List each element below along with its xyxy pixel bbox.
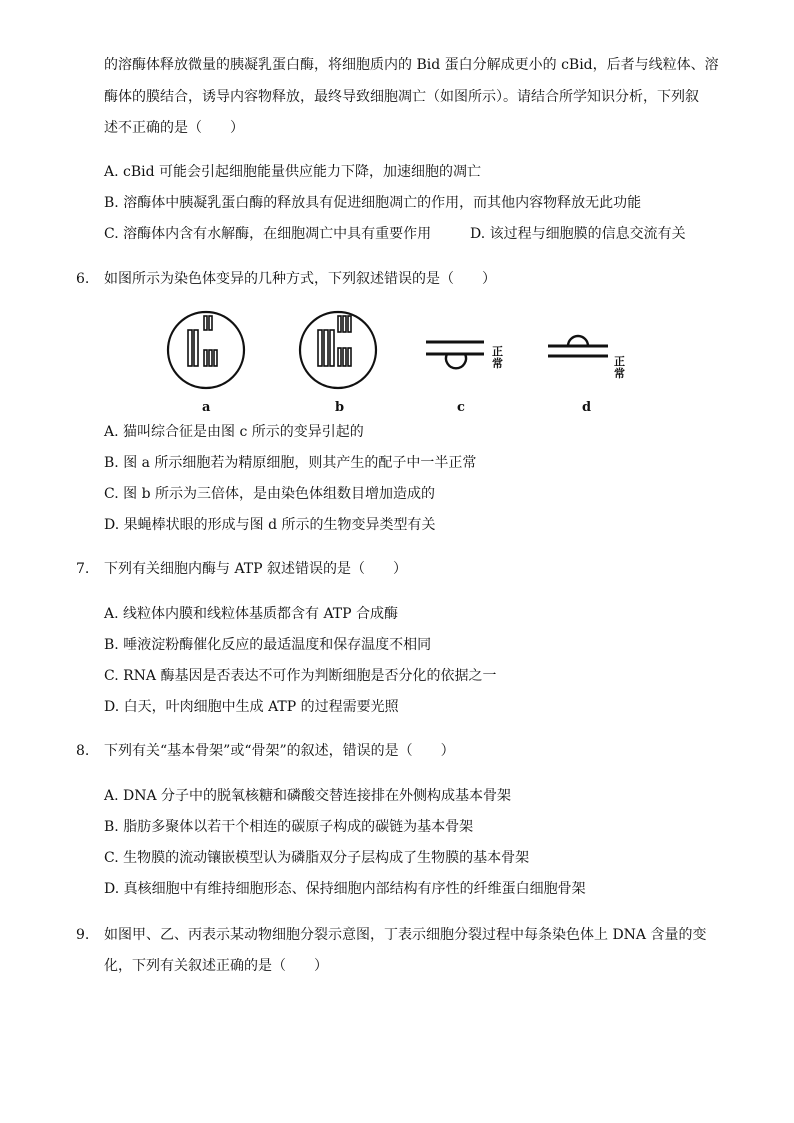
q6-option-b: B. 图 a 所示细胞若为精原细胞，则其产生的配子中一半正常 [104, 455, 477, 471]
figure-d-normal-text: 正常 [614, 355, 625, 380]
figure-label-c: c [457, 400, 465, 415]
q5-option-d: D. 该过程与细胞膜的信息交流有关 [470, 226, 686, 242]
q7-option-a: A. 线粒体内膜和线粒体基质都含有 ATP 合成酶 [104, 606, 399, 622]
figure-c-normal-text: 正常 [492, 345, 503, 370]
q7-option-d: D. 白天，叶肉细胞中生成 ATP 的过程需要光照 [104, 699, 399, 715]
q7-option-b: B. 唾液淀粉酶催化反应的最适温度和保存温度不相同 [104, 637, 432, 653]
q9-stem-line-1: 如图甲、乙、丙表示某动物细胞分裂示意图，丁表示细胞分裂过程中每条染色体上 DNA 含量的变 [104, 927, 707, 943]
q5-option-a: A. cBid 可能会引起细胞能量供应能力下降，加速细胞的凋亡 [104, 164, 482, 180]
q8-number: 8. [76, 743, 90, 759]
q7-option-c: C. RNA 酶基因是否表达不可作为判断细胞是否分化的依据之一 [104, 668, 497, 684]
q5-stem-line-3: 述不正确的是（ ） [104, 120, 244, 136]
figure-d [548, 336, 608, 356]
q7-stem: 下列有关细胞内酶与 ATP 叙述错误的是（ ） [104, 561, 408, 577]
q6-option-c: C. 图 b 所示为三倍体，是由染色体组数目增加造成的 [104, 486, 435, 502]
figure-b [300, 312, 376, 388]
q5-option-b: B. 溶酶体中胰凝乳蛋白酶的释放具有促进细胞凋亡的作用，而其他内容物释放无此功能 [104, 195, 642, 211]
q5-option-c: C. 溶酶体内含有水解酶，在细胞凋亡中具有重要作用 [104, 226, 432, 242]
q8-option-c: C. 生物膜的流动镶嵌模型认为磷脂双分子层构成了生物膜的基本骨架 [104, 850, 530, 866]
chromosome-variation-figure [150, 302, 650, 420]
q6-option-d: D. 果蝇棒状眼的形成与图 d 所示的生物变异类型有关 [104, 517, 436, 533]
figure-label-b: b [335, 400, 345, 415]
figure-label-d: d [582, 400, 592, 415]
q9-number: 9. [76, 927, 90, 943]
q9-stem-line-2: 化，下列有关叙述正确的是（ ） [104, 958, 328, 974]
q8-option-d: D. 真核细胞中有维持细胞形态、保持细胞内部结构有序性的纤维蛋白细胞骨架 [104, 881, 586, 897]
chromosome-figure-svg [150, 302, 650, 420]
q7-number: 7. [76, 561, 90, 577]
q6-stem: 如图所示为染色体变异的几种方式，下列叙述错误的是（ ） [104, 271, 496, 287]
q8-option-a: A. DNA 分子中的脱氧核糖和磷酸交替连接排在外侧构成基本骨架 [104, 788, 512, 804]
figure-a [168, 312, 244, 388]
q8-stem: 下列有关“基本骨架”或“骨架”的叙述，错误的是（ ） [104, 743, 455, 759]
q6-number: 6. [76, 271, 90, 287]
q6-option-a: A. 猫叫综合征是由图 c 所示的变异引起的 [104, 424, 364, 440]
q8-option-b: B. 脂肪多聚体以若干个相连的碳原子构成的碳链为基本骨架 [104, 819, 474, 835]
q5-stem-line-2: 酶体的膜结合，诱导内容物释放，最终导致细胞凋亡（如图所示）。请结合所学知识分析，下列叙 [104, 89, 699, 105]
figure-c [426, 342, 484, 368]
q5-stem-line-1: 的溶酶体释放微量的胰凝乳蛋白酶，将细胞质内的 Bid 蛋白分解成更小的 cBid，后者与线粒体、溶 [104, 57, 719, 73]
figure-label-a: a [202, 400, 211, 415]
